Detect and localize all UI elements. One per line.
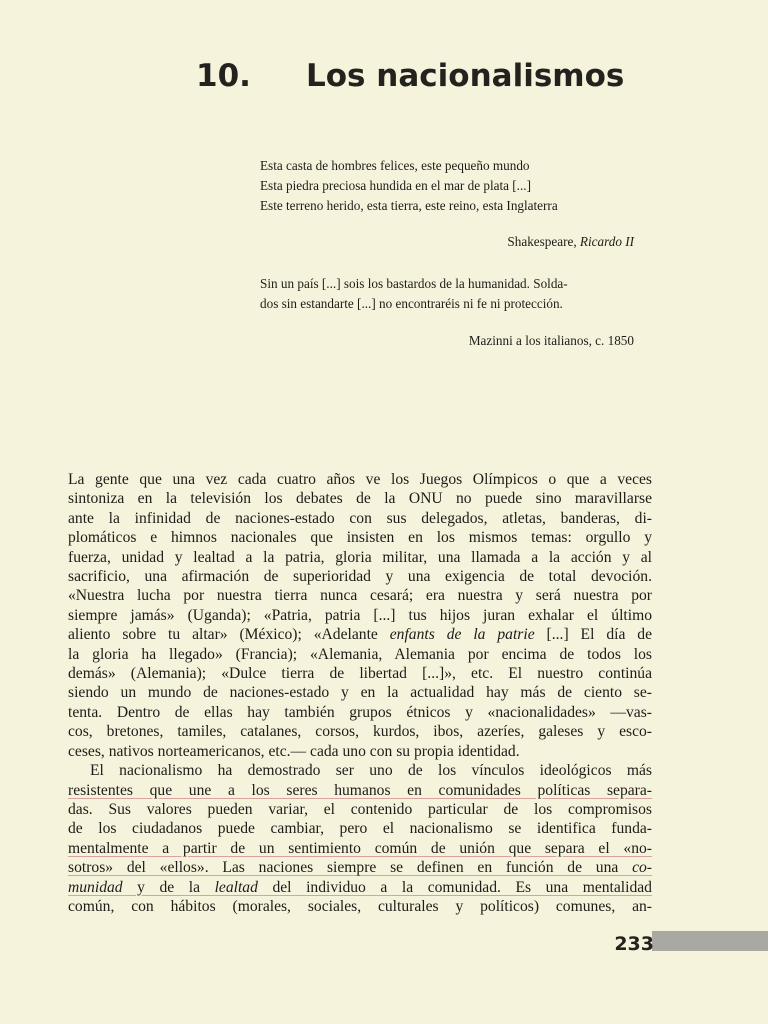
body-line: demás» (Alemania); «Dulce tierra de libertad [...]», etc. El nuestro continúa xyxy=(68,665,652,683)
epigraph-mazzini xyxy=(260,274,652,314)
body-fragment: del individuo a la comunidad. Es una mentalidad xyxy=(257,878,652,896)
epigraph-line: Este terreno herido, esta tierra, este reino, esta Inglaterra xyxy=(260,198,558,213)
body-line: resistentes que une a los seres humanos en comunidades políticas separa- xyxy=(68,781,652,799)
attribution-work: Ricardo II xyxy=(579,234,634,249)
body-italic: co- xyxy=(632,859,652,877)
body-italic: enfants de la patrie xyxy=(389,626,535,644)
body-line: de los ciudadanos puede cambiar, pero el nacionalismo se identifica funda- xyxy=(68,820,652,838)
body-fragment: aliento sobre tu altar» (México); «Adelante xyxy=(68,626,390,644)
body-italic: lealtad xyxy=(214,878,258,896)
epigraph-attribution-mazzini xyxy=(469,333,634,349)
epigraph-shakespeare xyxy=(260,156,652,216)
body-fragment: sotros» del «ellos». Las naciones siempre se definen en función de una xyxy=(68,859,633,877)
attribution-author: Mazinni a los italianos, c. 1850 xyxy=(468,333,634,348)
chapter-number: 10. xyxy=(196,58,251,94)
body-text xyxy=(68,470,652,916)
body-line: tenta. Dentro de ellas hay también grupos étnicos y «nacionalidades» —vas- xyxy=(68,703,652,721)
body-line xyxy=(68,878,652,897)
body-line xyxy=(68,625,652,644)
body-line: ante la infinidad de naciones-estado con sus delegados, atletas, banderas, di- xyxy=(68,509,652,527)
epigraph-line: Esta casta de hombres felices, este pequeño mundo xyxy=(260,158,530,173)
page-number: 233 xyxy=(614,933,654,955)
body-line xyxy=(68,858,652,877)
body-line: la gloria ha llegado» (Francia); «Alemania, Alemania por encima de todos los xyxy=(68,645,652,663)
body-line: siempre jamás» (Uganda); «Patria, patria [...] tus hijos juran exhalar el último xyxy=(68,606,652,624)
body-line: fuerza, unidad y lealtad a la patria, gloria militar, una llamada a la acción y al xyxy=(68,548,652,566)
page-number-bar xyxy=(652,931,768,951)
body-line: El nacionalismo ha demostrado ser uno de los vínculos ideológicos más xyxy=(90,762,652,780)
body-fragment: [...] El día de xyxy=(534,626,652,644)
body-line: das. Sus valores pueden variar, el contenido particular de los compromisos xyxy=(68,800,652,818)
chapter-title: Los nacionalismos xyxy=(306,58,625,94)
body-line: cos, bretones, tamiles, catalanes, corsos, kurdos, ibos, azeríes, galeses y esco- xyxy=(68,723,652,741)
epigraph-line: Esta piedra preciosa hundida en el mar de plata [...] xyxy=(260,178,531,193)
body-line: siendo un mundo de naciones-estado y en la actualidad hay más de ciento se- xyxy=(68,684,652,702)
attribution-author: Shakespeare, xyxy=(507,234,580,249)
epigraph-attribution-shakespeare xyxy=(507,234,634,250)
epigraph-line: Sin un país [...] sois los bastardos de la humanidad. Solda- xyxy=(260,276,568,291)
body-fragment: y de la xyxy=(122,878,215,896)
page-title xyxy=(196,58,676,94)
body-line: La gente que una vez cada cuatro años ve los Juegos Olímpicos o que a veces xyxy=(68,471,652,488)
body-italic: munidad xyxy=(68,878,123,896)
body-line: «Nuestra lucha por nuestra tierra nunca cesará; era nuestra y será nuestra por xyxy=(68,587,652,605)
body-line: común, con hábitos (morales, sociales, culturales y políticos) comunes, an- xyxy=(68,897,652,915)
body-line: ceses, nativos norteamericanos, etc.— cada uno con su propia identidad. xyxy=(68,742,520,760)
body-line: plomáticos e himnos nacionales que insisten en los mismos temas: orgullo y xyxy=(68,529,652,547)
epigraph-line: dos sin estandarte [...] no encontraréis ni fe ni protección. xyxy=(260,296,563,311)
body-line: sintoniza en la televisión los debates de la ONU no puede sino maravillarse xyxy=(68,490,652,508)
body-line: mentalmente a partir de un sentimiento común de unión que separa el «no- xyxy=(68,839,652,857)
body-line: sacrificio, una afirmación de superioridad y una exigencia de total devoción. xyxy=(68,568,652,586)
